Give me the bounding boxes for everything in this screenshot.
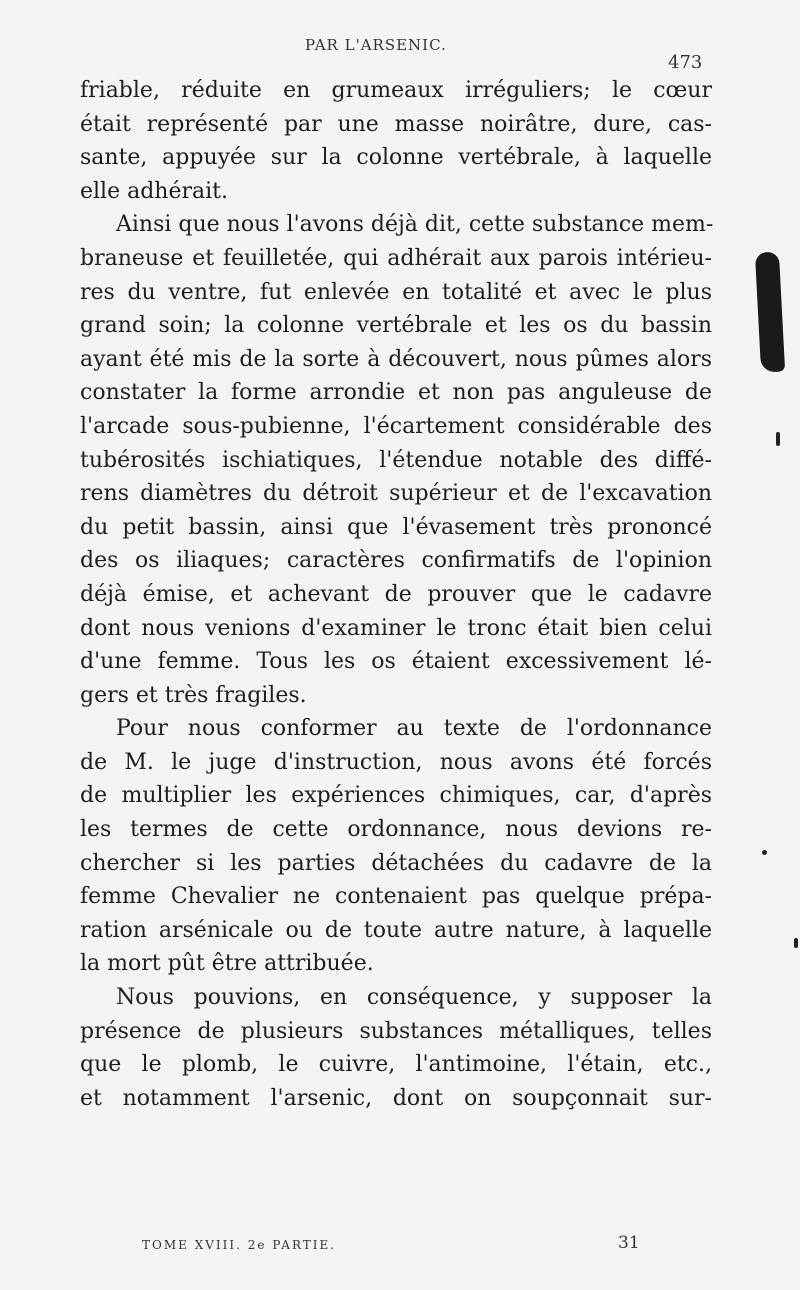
text-line: elle adhérait. <box>80 178 228 204</box>
text-line: et notamment l'arsenic, dont on soupçonnait sur- <box>80 1085 712 1111</box>
signature-mark: TOME XVIII. 2e PARTIE. <box>142 1238 337 1252</box>
text-line: des os iliaques; caractères confirmatifs de l'opinion <box>80 548 712 574</box>
text-line: Ainsi que nous l'avons déjà dit, cette substance mem- <box>116 212 714 238</box>
ink-speck <box>776 432 780 446</box>
text-line: l'arcade sous-pubienne, l'écartement considérable des <box>80 413 712 439</box>
ink-speck <box>762 850 767 855</box>
text-line: friable, réduite en grumeaux irréguliers; le cœur <box>80 78 712 103</box>
text-line: que le plomb, le cuivre, l'antimoine, l'étain, etc., <box>80 1052 712 1078</box>
body-text <box>80 74 712 1115</box>
text-line: sante, appuyée sur la colonne vertébrale, à laquelle <box>80 145 712 171</box>
text-line: d'une femme. Tous les os étaient excessivement lé- <box>80 649 712 675</box>
text-line: était représenté par une masse noirâtre, dure, cas- <box>80 111 712 137</box>
text-line: de multiplier les expériences chimiques, car, d'après <box>80 783 712 809</box>
text-line: chercher si les parties détachées du cadavre de la <box>80 850 712 876</box>
text-line: les termes de cette ordonnance, nous devions re- <box>80 817 712 843</box>
text-line: tubérosités ischiatiques, l'étendue notable des diffé- <box>80 447 712 473</box>
text-line: ration arsénicale ou de toute autre nature, à laquelle <box>80 917 712 943</box>
text-line: ayant été mis de la sorte à découvert, nous pûmes alors <box>80 346 712 372</box>
text-line: res du ventre, fut enlevée en totalité et avec le plus <box>80 279 712 305</box>
text-line: Pour nous conformer au texte de l'ordonnance <box>116 716 712 742</box>
ink-blot <box>755 251 785 372</box>
text-line: la mort pût être attribuée. <box>80 951 374 977</box>
text-line: constater la forme arrondie et non pas anguleuse de <box>80 380 712 406</box>
text-line: braneuse et feuilletée, qui adhérait aux parois intérieu- <box>80 245 712 271</box>
page-number: 473 <box>668 52 703 73</box>
text-line: grand soin; la colonne vertébrale et les os du bassin <box>80 313 712 339</box>
text-line: présence de plusieurs substances métalliques, telles <box>80 1018 712 1044</box>
text-line: dont nous venions d'examiner le tronc était bien celui <box>80 615 712 641</box>
text-line: de M. le juge d'instruction, nous avons été forcés <box>80 749 712 775</box>
text-line: Nous pouvions, en conséquence, y supposer la <box>116 985 712 1011</box>
text-line: rens diamètres du détroit supérieur et de l'excavation <box>80 481 712 507</box>
text-line: femme Chevalier ne contenaient pas quelque prépa- <box>80 884 712 910</box>
gathering-number: 31 <box>618 1233 640 1253</box>
text-line: du petit bassin, ainsi que l'évasement très prononcé <box>80 514 712 540</box>
ink-speck <box>794 938 798 948</box>
text-line: déjà émise, et achevant de prouver que le cadavre <box>80 581 712 607</box>
running-title: PAR L'ARSENIC. <box>305 36 447 54</box>
text-line: gers et très fragiles. <box>80 682 307 708</box>
